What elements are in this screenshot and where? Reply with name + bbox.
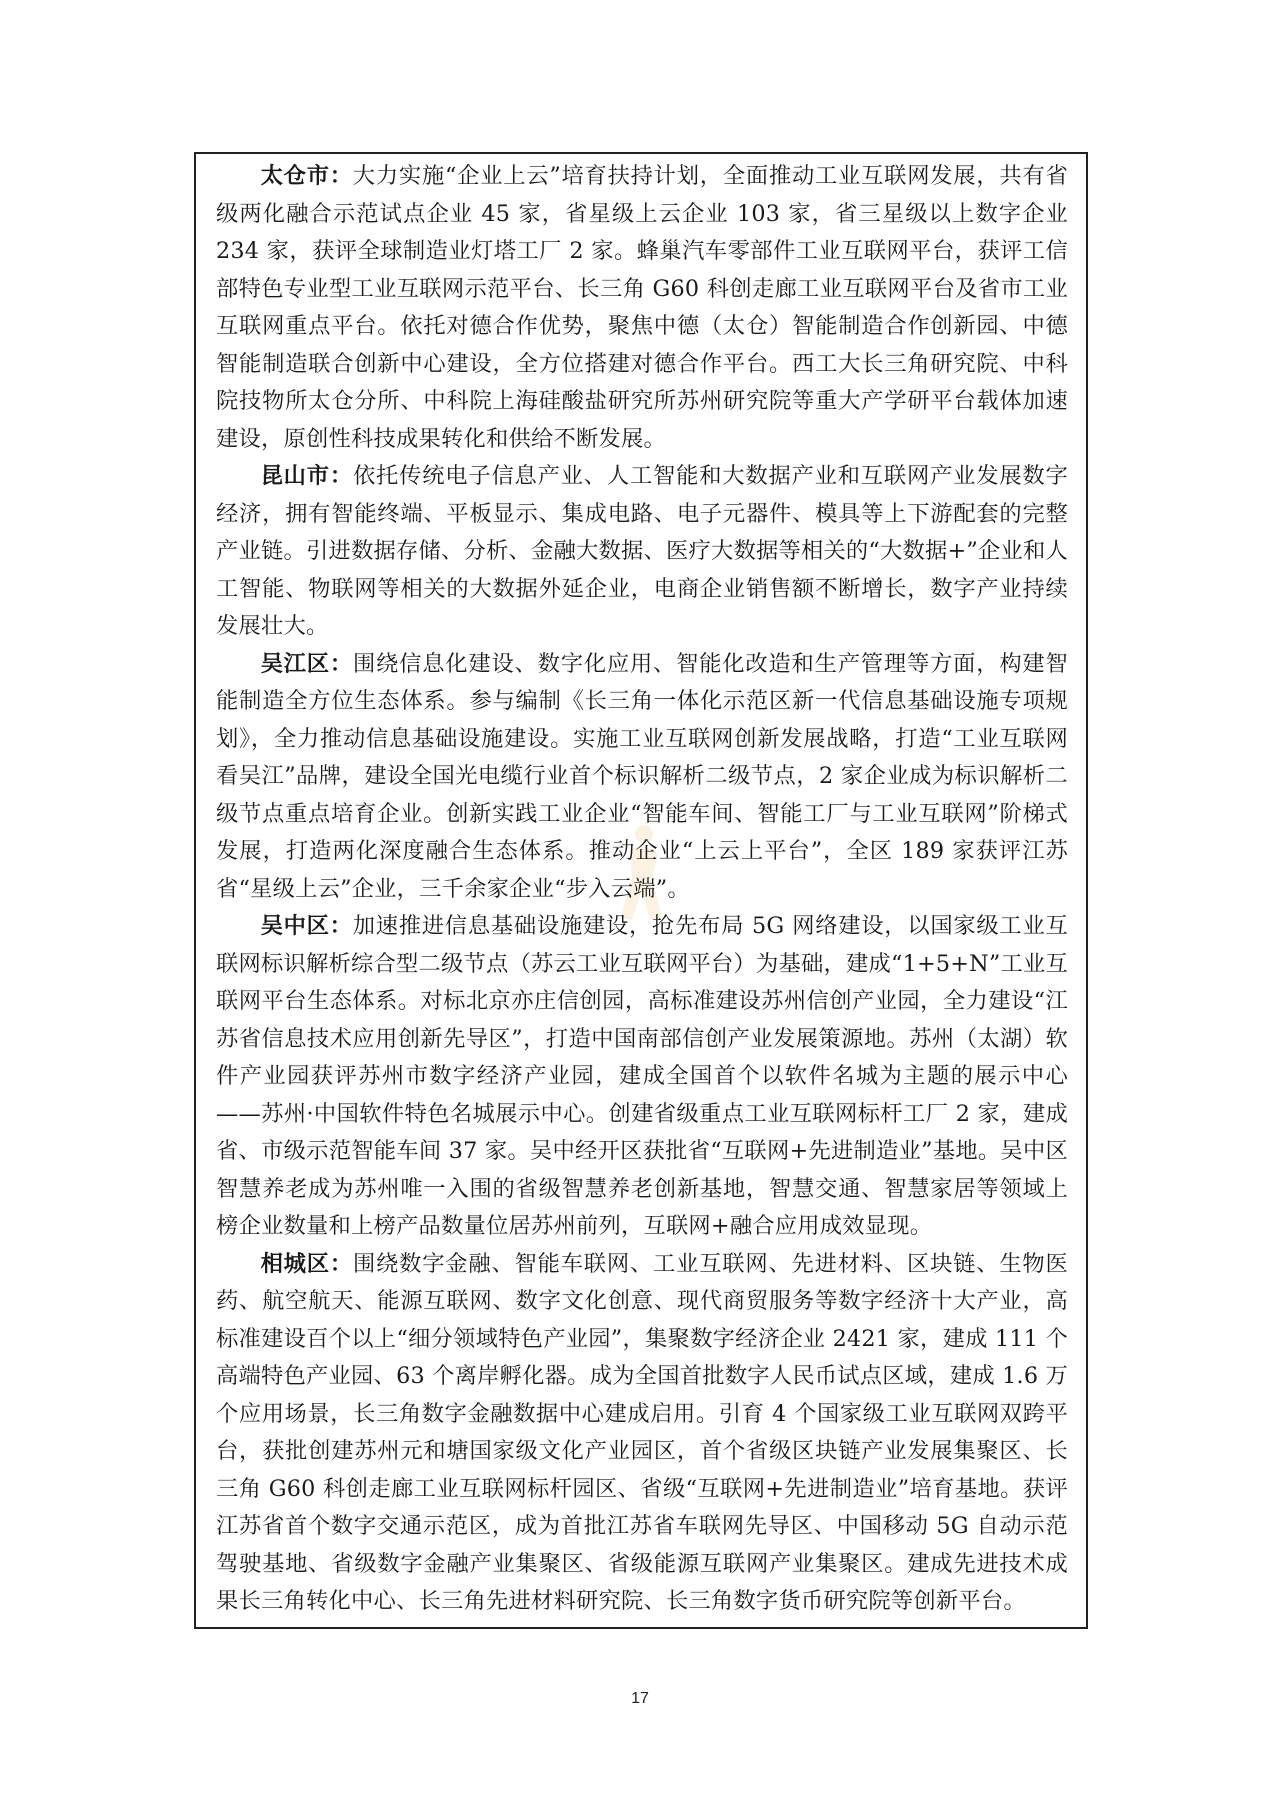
paragraph-wuzhong (216, 908, 1068, 1246)
paragraph-text: 大力实施“企业上云”培育扶持计划，全面推动工业互联网发展，共有省级两化融合示范试点企业 45 家，省星级上云企业 103 家，省三星级以上数字企业 234 家，获评全球制造业灯塔工厂 2 家。蜂巢汽车零部件工业互联网平台，获评工信部特色专业型工业互联网示范平台、长三角 G60 科创走廊工业互联网平台及省市工业互联网重点平台。依托对德合作优势，聚焦中德（太仓）智能制造合作创新园、中德智能制造联合创新中心建设，全方位搭建对德合作平台。西工大长三角研究院、中科院技物所太仓分所、中科院上海硅酸盐研究所苏州研究院等重大产学研平台载体加速建设，原创性科技成果转化和供给不断发展。 (216, 163, 1068, 452)
paragraph-xiangcheng (216, 1246, 1068, 1621)
paragraph-lead: 吴江区： (260, 650, 353, 677)
paragraph-wujiang (216, 646, 1068, 909)
paragraph-lead: 太仓市： (260, 163, 353, 189)
paragraph-lead: 吴中区： (260, 913, 353, 939)
paragraph-text: 围绕信息化建设、数字化应用、智能化改造和生产管理等方面，构建智能制造全方位生态体系。参与编制《长三角一体化示范区新一代信息基础设施专项规划》，全力推动信息基础设施建设。实施工业互联网创新发展战略，打造“工业互联网看吴江”品牌，建设全国光电缆行业首个标识解析二级节点，2 家企业成为标识解析二级节点重点培育企业。创新实践工业企业“智能车间、智能工厂与工业互联网”阶梯式发展，打造两化深度融合生态体系。推动企业“上云上平台”，全区 189 家获评江苏省“星级上云”企业，三千余家企业“步入云端”。 (216, 650, 1068, 902)
content-box (194, 152, 1088, 1629)
paragraph-lead: 昆山市： (260, 463, 353, 489)
paragraph-lead: 相城区： (260, 1250, 353, 1277)
paragraph-taicang (216, 158, 1068, 458)
paragraph-text: 围绕数字金融、智能车联网、工业互联网、先进材料、区块链、生物医药、航空航天、能源互联网、数字文化创意、现代商贸服务等数字经济十大产业，高标准建设百个以上“细分领域特色产业园”，集聚数字经济企业 2421 家，建成 111 个高端特色产业园、63 个离岸孵化器。成为全国首批数字人民币试点区域，建成 1.6 万个应用场景，长三角数字金融数据中心建成启用。引育 4 个国家级工业互联网双跨平台，获批创建苏州元和塘国家级文化产业园区，首个省级区块链产业发展集聚区、长三角 G60 科创走廊工业互联网标杆园区、省级“互联网+先进制造业”培育基地。获评江苏省首个数字交通示范区，成为首批江苏省车联网先导区、中国移动 5G 自动示范驾驶基地、省级数字金融产业集聚区、省级能源互联网产业集聚区。建成先进技术成果长三角转化中心、长三角先进材料研究院、长三角数字货币研究院等创新平台。 (216, 1250, 1068, 1614)
paragraph-text: 依托传统电子信息产业、人工智能和大数据产业和互联网产业发展数字经济，拥有智能终端、平板显示、集成电路、电子元器件、模具等上下游配套的完整产业链。引进数据存储、分析、金融大数据、医疗大数据等相关的“大数据+”企业和人工智能、物联网等相关的大数据外延企业，电商企业销售额不断增长，数字产业持续发展壮大。 (216, 463, 1068, 639)
paragraph-text: 加速推进信息基础设施建设，抢先布局 5G 网络建设，以国家级工业互联网标识解析综合型二级节点（苏云工业互联网平台）为基础，建成“1+5+N”工业互联网平台生态体系。对标北京亦庄信创园，高标准建设苏州信创产业园，全力建设“江苏省信息技术应用创新先导区”，打造中国南部信创产业发展策源地。苏州（太湖）软件产业园获评苏州市数字经济产业园，建成全国首个以软件名城为主题的展示中心——苏州·中国软件特色名城展示中心。创建省级重点工业互联网标杆工厂 2 家，建成省、市级示范智能车间 37 家。吴中经开区获批省“互联网+先进制造业”基地。吴中区智慧养老成为苏州唯一入围的省级智慧养老创新基地，智慧交通、智慧家居等领域上榜企业数量和上榜产品数量位居苏州前列，互联网+融合应用成效显现。 (216, 913, 1068, 1239)
paragraph-kunshan (216, 458, 1068, 646)
content-body (216, 158, 1068, 1621)
page-number: 17 (631, 1690, 649, 1707)
